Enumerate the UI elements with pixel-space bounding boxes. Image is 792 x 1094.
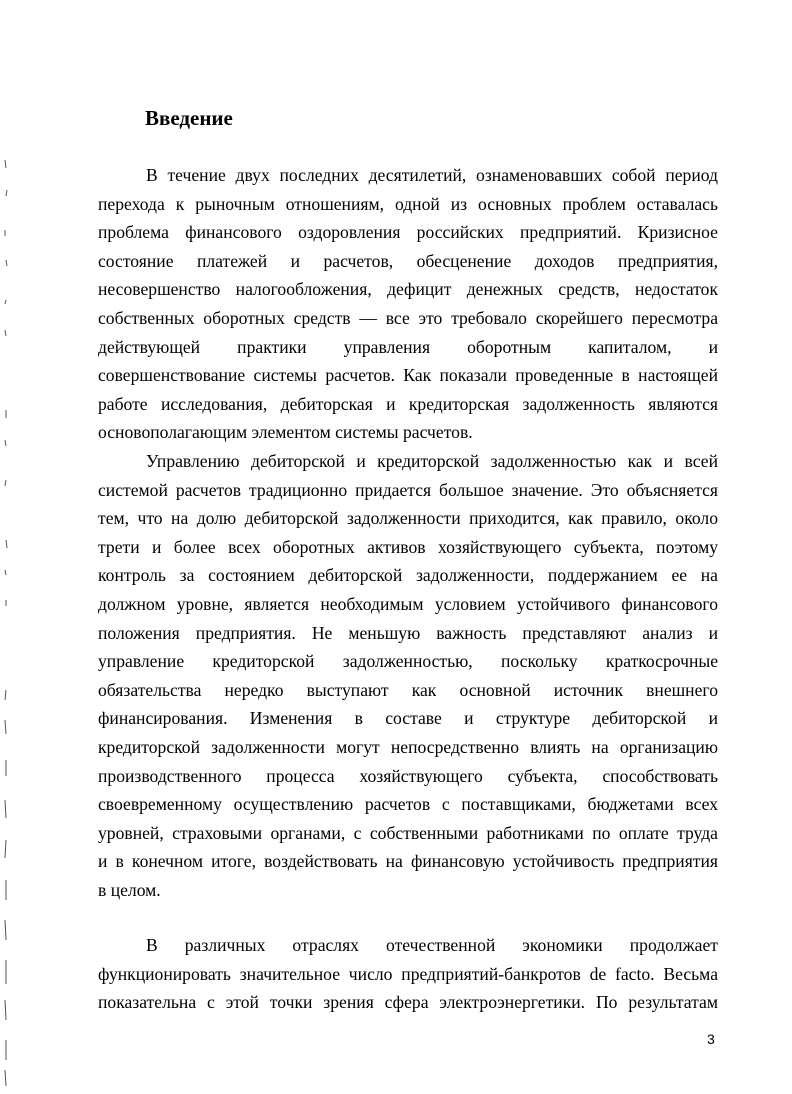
text-line: функционировать значительное число предприятий-банкротов de facto. Весьма bbox=[98, 963, 718, 984]
scan-edge-artifact bbox=[0, 0, 16, 1094]
text-line: контроль за состоянием дебиторской задолженности, поддержанием ее на bbox=[98, 565, 718, 586]
text-line: В различных отраслях отечественной экономики продолжает bbox=[146, 935, 718, 955]
text-line: перехода к рыночным отношениям, одной из основных проблем оставалась bbox=[98, 193, 718, 214]
text-line: своевременному осуществлению расчетов с поставщиками, бюджетами всех bbox=[98, 794, 718, 815]
section-heading: Введение bbox=[145, 106, 233, 130]
text-line: управление кредиторской задолженностью, поскольку краткосрочные bbox=[98, 651, 718, 672]
text-line: обязательства нередко выступают как основной источник внешнего bbox=[98, 679, 718, 700]
text-line: кредиторской задолженности могут непосредственно влиять на организацию bbox=[98, 736, 718, 757]
text-line: и в конечном итоге, воздействовать на финансовую устойчивость предприятия bbox=[98, 851, 718, 872]
text-line: системой расчетов традиционно придается большое значение. Это объясняется bbox=[98, 479, 718, 500]
text-line: работе исследования, дебиторская и кредиторская задолженность являются bbox=[98, 393, 718, 414]
text-line: В течение двух последних десятилетий, ознаменовавших собой период bbox=[146, 165, 718, 185]
text-line: собственных оборотных средств — все это требовало скорейшего пересмотра bbox=[98, 307, 718, 328]
text-line: тем, что на долю дебиторской задолженности приходится, как правило, около bbox=[98, 508, 718, 529]
text-line: основополагающим элементом системы расчетов. bbox=[98, 422, 473, 443]
text-line: положения предприятия. Не меньшую важность представляют анализ и bbox=[98, 622, 718, 643]
text-line: производственного процесса хозяйствующего субъекта, способствовать bbox=[98, 765, 718, 786]
text-line: должном уровне, является необходимым условием устойчивого финансового bbox=[98, 593, 718, 614]
page-number: 3 bbox=[707, 1031, 715, 1047]
paragraph-1 bbox=[98, 161, 718, 447]
text-line: проблема финансового оздоровления российских предприятий. Кризисное bbox=[98, 222, 718, 243]
paragraph-2 bbox=[98, 447, 718, 905]
text-line: трети и более всех оборотных активов хозяйствующего субъекта, поэтому bbox=[98, 536, 718, 557]
text-line: действующей практики управления оборотным капиталом, и bbox=[98, 336, 718, 357]
text-line: показательна с этой точки зрения сфера электроэнергетики. По результатам bbox=[98, 992, 718, 1013]
text-line: в целом. bbox=[98, 879, 161, 900]
text-line: совершенствование системы расчетов. Как показали проведенные в настоящей bbox=[98, 365, 718, 386]
text-line: несовершенство налогообложения, дефицит денежных средств, недостаток bbox=[98, 279, 718, 300]
text-line: финансирования. Изменения в составе и структуре дебиторской и bbox=[98, 708, 718, 729]
text-line: Управлению дебиторской и кредиторской задолженностью как и всей bbox=[146, 451, 718, 471]
text-line: состояние платежей и расчетов, обесценение доходов предприятия, bbox=[98, 250, 718, 271]
paragraph-3 bbox=[98, 931, 718, 1017]
text-line: уровней, страховыми органами, с собственными работниками по оплате труда bbox=[98, 822, 718, 843]
